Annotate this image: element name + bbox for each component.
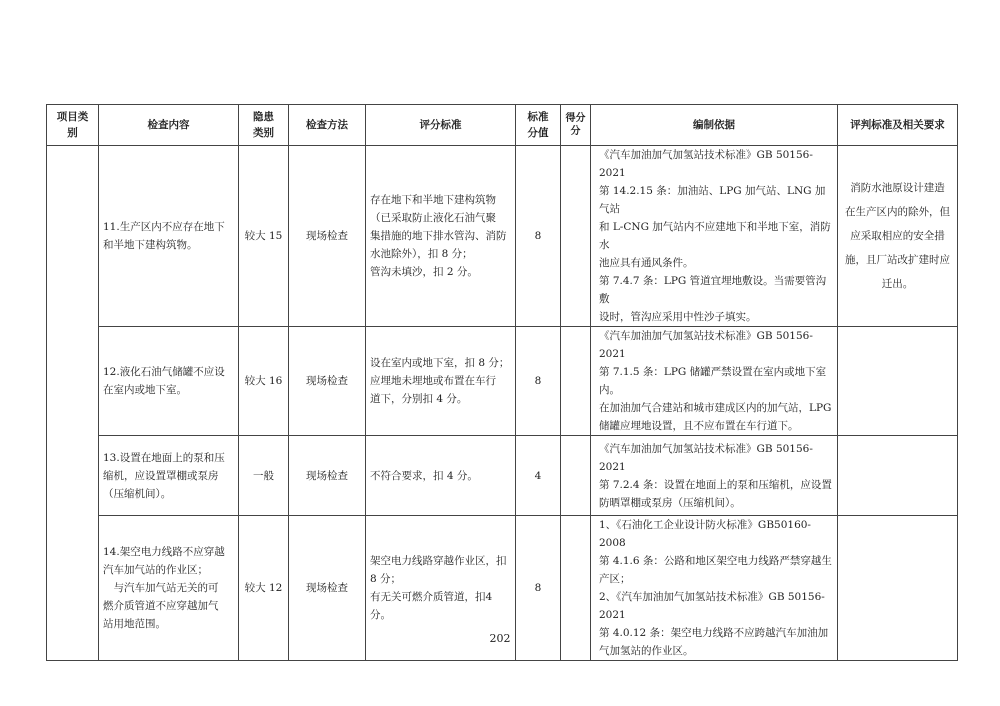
hazard-cell: 较大 12 xyxy=(239,516,289,661)
method-cell: 现场检查 xyxy=(289,146,366,327)
method-cell: 现场检查 xyxy=(289,436,366,516)
criteria-cell: 不符合要求，扣 4 分。 xyxy=(366,436,516,516)
content-cell: 12.液化石油气储罐不应设 在室内或地下室。 xyxy=(99,327,239,436)
basis-cell: 《汽车加油加气加氢站技术标准》GB 50156-2021 第 14.2.15 条：加油站、LPG 加气站、LNG 加气站 和 L-CNG 加气站内不应建地下和半地下室，消防水 池应具有通风条件。 第 7.4.7 条：LPG 管道宜埋地敷设。当需要管沟敷 设时，管沟应采用中性沙子填实。 xyxy=(591,146,838,327)
content-cell: 13.设置在地面上的泵和压 缩机，应设置罩棚或泵房 （压缩机间）。 xyxy=(99,436,239,516)
criteria-cell: 设在室内或地下室，扣 8 分； 应埋地未埋地或布置在车行 道下，分别扣 4 分。 xyxy=(366,327,516,436)
inspection-table xyxy=(46,104,958,661)
table-row xyxy=(47,146,958,327)
basis-cell: 《汽车加油加气加氢站技术标准》GB 50156-2021 第 7.1.5 条：LPG 储罐严禁设置在室内或地下室内。 在加油加气合建站和城市建成区内的加气站，LPG 储罐应埋地设置，且不应布置在车行道下。 xyxy=(591,327,838,436)
header-category: 项目类 别 xyxy=(47,105,99,146)
header-content: 检查内容 xyxy=(99,105,239,146)
hazard-cell: 较大 15 xyxy=(239,146,289,327)
header-requirements: 评判标准及相关要求 xyxy=(838,105,958,146)
got-cell xyxy=(561,146,591,327)
requirements-cell xyxy=(838,327,958,436)
method-cell: 现场检查 xyxy=(289,327,366,436)
score-cell: 4 xyxy=(516,436,561,516)
page-number: 202 xyxy=(489,632,511,645)
got-cell xyxy=(561,436,591,516)
header-hazard: 隐患 类别 xyxy=(239,105,289,146)
score-cell: 8 xyxy=(516,146,561,327)
criteria-cell: 存在地下和半地下建构筑物 （已采取防止液化石油气聚 集措施的地下排水管沟、消防 水池除外），扣 8 分； 管沟未填沙，扣 2 分。 xyxy=(366,146,516,327)
score-cell: 8 xyxy=(516,327,561,436)
header-row xyxy=(47,105,958,146)
score-cell: 8 xyxy=(516,516,561,661)
basis-cell: 1、《石油化工企业设计防火标准》GB50160-2008 第 4.1.6 条：公路和地区架空电力线路严禁穿越生 产区； 2、《汽车加油加气加氢站技术标准》GB 50156-2021 第 4.0.12 条：架空电力线路不应跨越汽车加油加 气加氢站的作业区。 xyxy=(591,516,838,661)
content-cell: 14.架空电力线路不应穿越 汽车加气站的作业区； 与汽车加气站无关的可 燃介质管道不应穿越加气 站用地范围。 xyxy=(99,516,239,661)
table-row xyxy=(47,436,958,516)
header-got: 得分 分 xyxy=(561,105,591,146)
table-row xyxy=(47,327,958,436)
method-cell: 现场检查 xyxy=(289,516,366,661)
header-method: 检查方法 xyxy=(289,105,366,146)
criteria-cell: 架空电力线路穿越作业区，扣 8 分； 有无关可燃介质管道，扣4分。 xyxy=(366,516,516,661)
header-score: 标准 分值 xyxy=(516,105,561,146)
hazard-cell: 较大 16 xyxy=(239,327,289,436)
content-cell: 11.生产区内不应存在地下 和半地下建构筑物。 xyxy=(99,146,239,327)
category-cell xyxy=(47,146,99,661)
got-cell xyxy=(561,327,591,436)
requirements-cell: 消防水池原设计建造 在生产区内的除外，但 应采取相应的安全措 施，且厂站改扩建时应 迁出。 xyxy=(838,146,958,327)
header-criteria: 评分标准 xyxy=(366,105,516,146)
hazard-cell: 一般 xyxy=(239,436,289,516)
requirements-cell xyxy=(838,436,958,516)
basis-cell: 《汽车加油加气加氢站技术标准》GB 50156-2021 第 7.2.4 条：设置在地面上的泵和压缩机，应设置 防晒罩棚或泵房（压缩机间）。 xyxy=(591,436,838,516)
header-basis: 编制依据 xyxy=(591,105,838,146)
